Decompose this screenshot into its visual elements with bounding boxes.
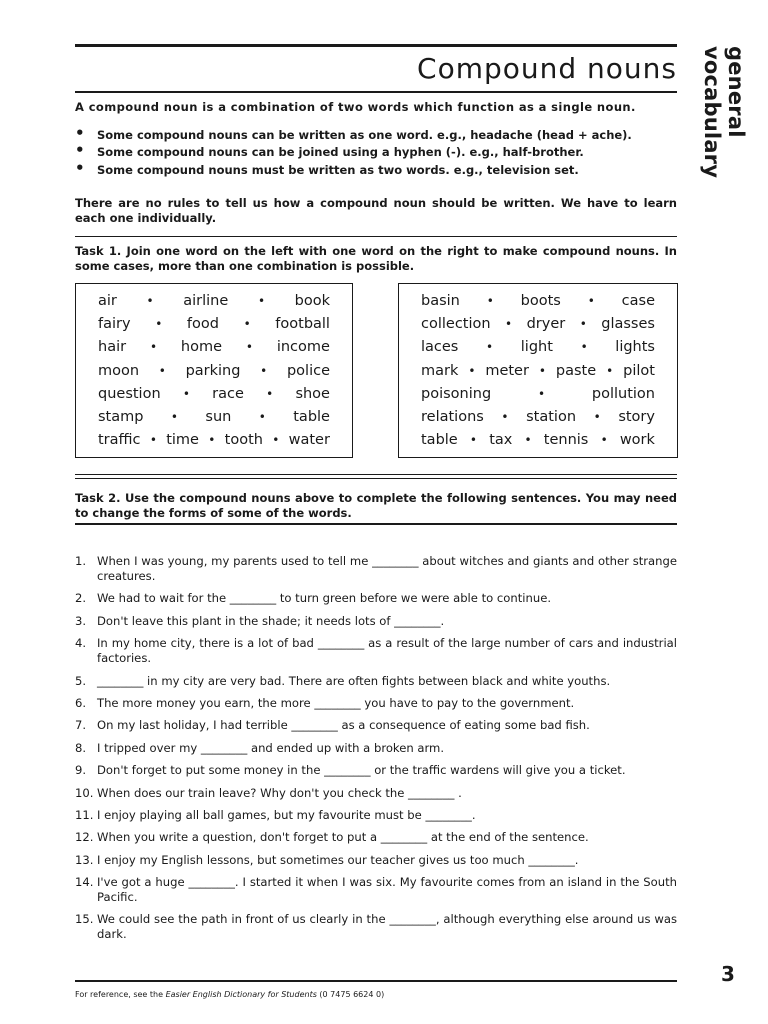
separator-dot-icon: •	[587, 294, 595, 308]
word-item: station	[526, 408, 577, 425]
sentence-number: 7.	[75, 718, 87, 733]
bullet-text: Some compound nouns can be joined using a hyphen (-). e.g., half-brother.	[97, 145, 584, 160]
word-row	[421, 336, 655, 359]
word-item: poisoning	[421, 385, 492, 402]
sentence-item	[75, 696, 677, 711]
sentence-text: Don't forget to put some money in the ________ or the traffic wardens will give you a ticket.	[97, 763, 626, 778]
sentence-number: 14.	[75, 875, 94, 890]
sentence-number: 5.	[75, 673, 87, 688]
separator-dot-icon: •	[486, 340, 494, 355]
word-item: airline	[183, 293, 229, 309]
word-row	[98, 383, 330, 406]
separator-dot-icon: •	[243, 317, 251, 332]
sentence-text: The more money you earn, the more ________ you have to pay to the government.	[97, 695, 575, 710]
task1-top-rule	[75, 236, 677, 237]
word-item: laces	[421, 339, 459, 356]
bullet-dot-icon: •	[75, 124, 85, 142]
footer-reference	[75, 990, 384, 999]
separator-dot-icon: •	[537, 386, 546, 401]
separator-dot-icon: •	[524, 433, 532, 448]
word-row	[421, 313, 655, 336]
word-row	[98, 313, 330, 336]
separator-dot-icon: •	[266, 386, 274, 401]
sentence-number: 15.	[75, 912, 94, 927]
word-item: dryer	[526, 316, 566, 333]
sentence-number: 10.	[75, 785, 94, 800]
separator-dot-icon: •	[245, 340, 253, 355]
word-item: parking	[185, 362, 241, 379]
word-row	[98, 290, 330, 313]
word-item: tooth	[224, 432, 263, 449]
sentence-number: 13.	[75, 852, 94, 867]
word-item: paste	[555, 362, 597, 379]
bullet-dot-icon: •	[75, 158, 85, 177]
sentence-item	[75, 830, 677, 845]
sentence-list	[75, 554, 677, 950]
sentence-number: 9.	[75, 763, 87, 778]
sentence-number: 1.	[75, 554, 87, 568]
sentence-item	[75, 718, 677, 733]
sentence-text: ________ in my city are very bad. There are often fights between black and white youths.	[97, 673, 611, 688]
word-item: pollution	[591, 385, 655, 402]
sentence-item	[75, 741, 677, 756]
word-item: relations	[421, 408, 484, 425]
sentence-item	[75, 554, 677, 584]
separator-dot-icon: •	[600, 433, 608, 448]
sentence-text: I tripped over my ________ and ended up with a broken arm.	[97, 740, 445, 755]
task2-bottom-rule	[75, 523, 677, 525]
word-item: shoe	[295, 385, 330, 402]
word-item: story	[618, 408, 655, 425]
word-item: work	[619, 432, 655, 449]
task1-instructions: Task 1. Join one word on the left with one word on the right to make compound nouns. In some cases, more than one combination is possible.	[75, 244, 677, 273]
separator-dot-icon: •	[505, 317, 513, 332]
sentence-text: We had to wait for the ________ to turn green before we were able to continue.	[97, 591, 552, 606]
footer-prefix: For reference, see the	[75, 990, 166, 999]
word-item: income	[276, 339, 330, 356]
separator-dot-icon: •	[149, 433, 157, 448]
word-item: stamp	[98, 408, 144, 425]
sentence-item	[75, 875, 677, 905]
word-item: football	[275, 316, 330, 333]
word-item: glasses	[601, 316, 655, 333]
separator-dot-icon: •	[486, 294, 494, 308]
sentence-item	[75, 786, 677, 801]
sentence-item	[75, 636, 677, 666]
separator-dot-icon: •	[606, 363, 614, 378]
word-item: tax	[489, 432, 513, 449]
word-item: race	[212, 385, 244, 402]
bullet-item	[75, 141, 677, 160]
sentence-text: In my home city, there is a lot of bad ________ as a result of the large number of cars and industrial factories.	[97, 636, 677, 666]
separator-dot-icon: •	[146, 294, 154, 308]
word-item: light	[520, 339, 553, 356]
separator-dot-icon: •	[258, 409, 266, 424]
word-item: air	[98, 293, 117, 309]
sentence-item	[75, 674, 677, 689]
bullet-text: Some compound nouns must be written as two words. e.g., television set.	[97, 162, 579, 177]
sentence-number: 4.	[75, 636, 87, 651]
bullet-text: Some compound nouns can be written as one word. e.g., headache (head + ache).	[97, 128, 632, 142]
title-underline	[75, 91, 677, 93]
word-item: collection	[421, 316, 491, 333]
word-item: home	[180, 339, 223, 356]
separator-dot-icon: •	[469, 433, 477, 448]
task2-top-rule-2	[75, 478, 677, 479]
side-section-label: general vocabulary	[700, 46, 748, 179]
separator-dot-icon: •	[593, 409, 601, 424]
word-item: lights	[615, 339, 655, 356]
word-row	[98, 406, 330, 429]
word-item: traffic	[98, 432, 141, 449]
sentence-item	[75, 808, 677, 823]
word-row	[421, 383, 655, 406]
word-item: table	[293, 408, 330, 425]
separator-dot-icon: •	[257, 294, 266, 308]
word-item: pilot	[623, 362, 655, 379]
word-item: basin	[421, 293, 460, 309]
separator-dot-icon: •	[182, 386, 190, 401]
left-word-box	[75, 283, 353, 458]
word-item: water	[288, 432, 330, 449]
sentence-number: 8.	[75, 740, 87, 755]
word-item: question	[98, 385, 161, 402]
sentence-text: We could see the path in front of us clearly in the ________, although everything else around us was dark.	[97, 912, 677, 942]
footer-book-title: Easier English Dictionary for Students	[165, 990, 317, 999]
intro-paragraph: A compound noun is a combination of two words which function as a single noun.	[75, 100, 636, 114]
word-item: fairy	[98, 316, 131, 333]
bullet-item	[75, 158, 677, 178]
sentence-number: 12.	[75, 830, 94, 845]
sentence-number: 3.	[75, 613, 87, 628]
sentence-text: When does our train leave? Why don't you check the ________ .	[97, 785, 462, 800]
sentence-item	[75, 763, 677, 778]
word-item: boots	[520, 293, 561, 309]
sentence-text: I enjoy my English lessons, but sometimes our teacher gives us too much ________.	[97, 852, 579, 867]
word-row	[421, 429, 655, 452]
word-row	[98, 429, 330, 452]
sentence-number: 11.	[75, 807, 94, 822]
word-item: food	[186, 316, 219, 333]
word-item: police	[286, 362, 330, 379]
word-item: moon	[98, 362, 140, 379]
sentence-item	[75, 853, 677, 868]
separator-dot-icon: •	[579, 317, 587, 332]
top-rule	[75, 44, 677, 47]
separator-dot-icon: •	[260, 363, 268, 378]
sentence-text: Don't leave this plant in the shade; it needs lots of ________.	[97, 613, 445, 628]
word-item: meter	[485, 362, 529, 379]
separator-dot-icon: •	[149, 340, 158, 355]
separator-dot-icon: •	[580, 340, 588, 355]
word-item: mark	[421, 362, 459, 379]
sentence-text: On my last holiday, I had terrible ________ as a consequence of eating some bad fish.	[97, 718, 590, 733]
word-item: book	[294, 293, 330, 309]
sentence-item	[75, 614, 677, 629]
rules-note-paragraph: There are no rules to tell us how a compound noun should be written. We have to learn each one individually.	[75, 196, 677, 225]
word-row	[98, 336, 330, 359]
task2-top-rule	[75, 474, 677, 475]
word-item: time	[166, 432, 199, 449]
bullet-item	[75, 124, 677, 143]
word-row	[421, 406, 655, 429]
bullet-list	[75, 124, 677, 180]
word-item: hair	[98, 339, 127, 356]
word-item: case	[621, 293, 655, 309]
footer-suffix: (0 7475 6624 0)	[316, 990, 385, 999]
separator-dot-icon: •	[170, 409, 178, 424]
sentence-item	[75, 591, 677, 606]
separator-dot-icon: •	[501, 409, 509, 424]
word-row	[98, 360, 330, 383]
sentence-text: I've got a huge ________. I started it when I was six. My favourite comes from an island in the South Pacific.	[97, 875, 677, 905]
separator-dot-icon: •	[155, 317, 163, 332]
sentence-number: 2.	[75, 591, 87, 606]
bullet-dot-icon: •	[75, 141, 85, 160]
sentence-text: When I was young, my parents used to tell me ________ about witches and giants and other strange creatures.	[97, 554, 677, 583]
sentence-text: When you write a question, don't forget to put a ________ at the end of the sentence.	[97, 830, 589, 845]
separator-dot-icon: •	[538, 363, 546, 378]
word-item: tennis	[543, 432, 589, 449]
page-title: Compound nouns	[417, 52, 677, 85]
task2-instructions: Task 2. Use the compound nouns above to complete the following sentences. You may need to change the forms of some of the words.	[75, 491, 677, 520]
sentence-number: 6.	[75, 695, 87, 710]
separator-dot-icon: •	[272, 433, 280, 448]
word-row	[421, 360, 655, 383]
separator-dot-icon: •	[468, 363, 476, 378]
sentence-text: I enjoy playing all ball games, but my favourite must be ________.	[97, 807, 476, 822]
word-item: sun	[205, 408, 232, 425]
right-word-box	[398, 283, 678, 458]
separator-dot-icon: •	[208, 433, 216, 448]
page-number: 3	[721, 962, 735, 986]
footer-rule	[75, 980, 677, 982]
sentence-item	[75, 912, 677, 942]
word-item: table	[421, 432, 458, 449]
separator-dot-icon: •	[158, 363, 166, 378]
word-row	[421, 290, 655, 313]
